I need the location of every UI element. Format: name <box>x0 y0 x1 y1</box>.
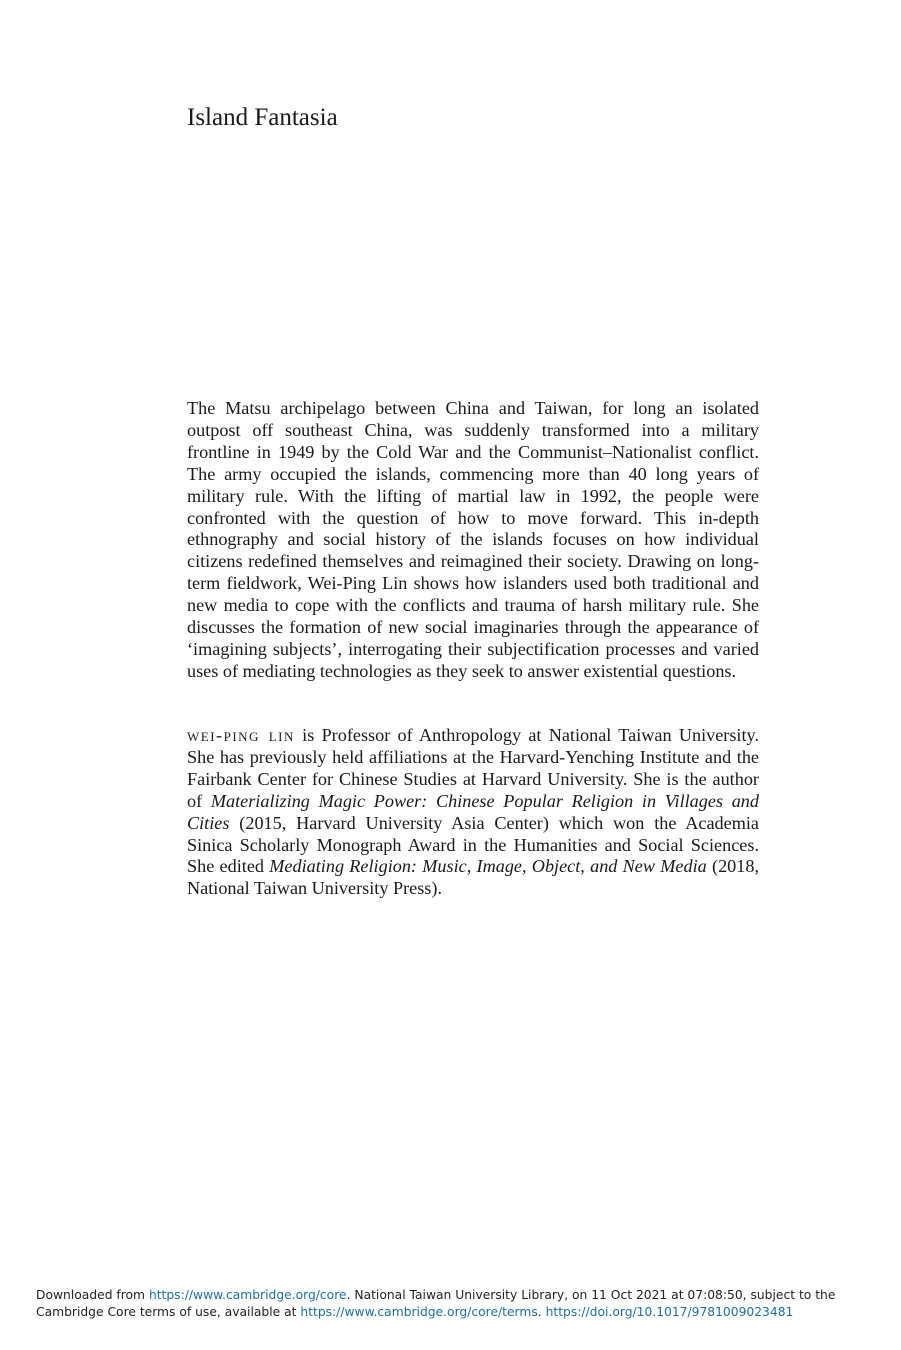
bio-text-3: (2018, National Taiwan University Press). <box>187 856 759 899</box>
download-footer <box>36 1287 886 1320</box>
terms-link[interactable]: https://www.cambridge.org/core/terms <box>300 1304 538 1319</box>
doi-link[interactable]: https://doi.org/10.1017/9781009023481 <box>545 1304 794 1319</box>
cambridge-core-link[interactable]: https://www.cambridge.org/core <box>148 1288 347 1302</box>
page-title: Island Fantasia <box>187 104 338 131</box>
bio-text-2: (2015, Harvard University Asia Center) which won the Academia Sinica Scholarly Monograph Award in the Humanities and Social Sciences. She edited <box>187 812 759 877</box>
author-name: wei-ping lin <box>187 725 295 745</box>
book-title-2: Mediating Religion: Music, Image, Object, and New Media <box>269 856 707 877</box>
book-title-1: Materializing Magic Power: Chinese Popular Religion in Villages and Cities <box>187 790 759 833</box>
footer-prefix: Downloaded from <box>36 1288 149 1302</box>
footer-separator: . <box>537 1304 546 1319</box>
footer-middle: . National Taiwan University Library, on 11 Oct 2021 at 07:08:50, subject to the Cambridge Core terms of use, available at <box>36 1288 836 1319</box>
bio-text-1: is Professor of Anthropology at National Taiwan University. She has previously held affiliations at the Harvard-Yenching Institute and the Fairbank Center for Chinese Studies at Harvard University. She is the author of <box>187 725 759 811</box>
book-description: The Matsu archipelago between China and Taiwan, for long an isolated outpost off southeast China, was suddenly transformed into a military frontline in 1949 by the Cold War and the Communist–Nationalist conflict. The army occupied the islands, commencing more than 40 long years of military rule. With the lifting of martial law in 1992, the people were confronted with the question of how to move forward. This in-depth ethnography and social history of the islands focuses on how individual citizens redefined themselves and reimagined their society. Drawing on long-term fieldwork, Wei-Ping Lin shows how islanders used both traditional and new media to cope with the conflicts and trauma of harsh military rule. She discusses the formation of new social imaginaries through the appearance of ‘imagining subjects’, interrogating their subjectification processes and varied uses of mediating technologies as they seek to answer existential questions. <box>187 398 759 681</box>
author-bio <box>187 725 759 900</box>
